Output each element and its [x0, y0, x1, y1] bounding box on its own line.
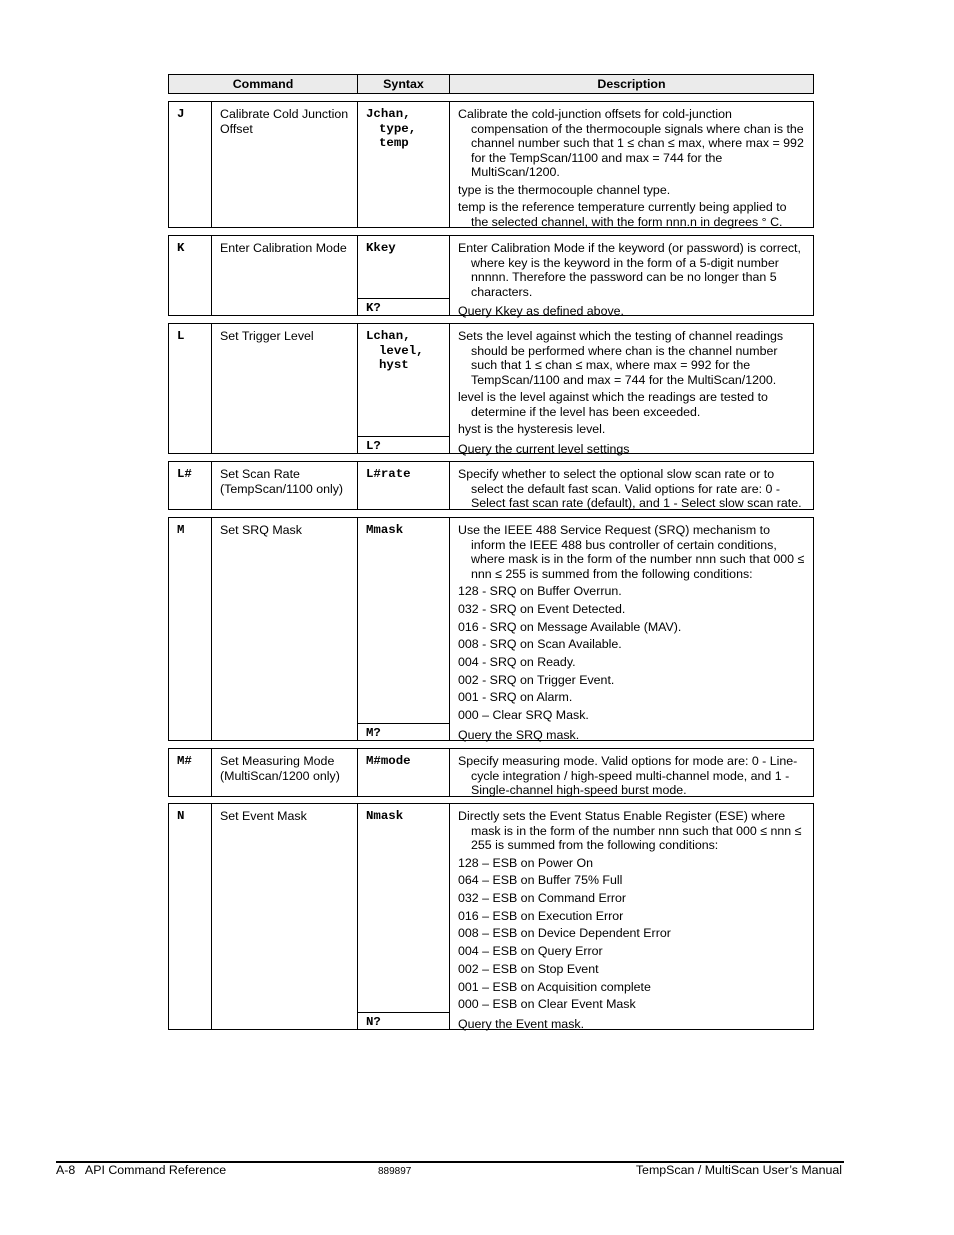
header-command: Command [169, 75, 358, 93]
command-description [450, 518, 813, 726]
command-description [450, 462, 813, 514]
command-row-k [168, 235, 814, 319]
command-syntax: L#rate [366, 467, 411, 481]
command-name: Set Trigger Level [212, 324, 358, 453]
footer-left: A-8 API Command Reference [56, 1163, 227, 1177]
command-syntax: Mmask [366, 523, 404, 537]
command-name: Calibrate Cold Junction Offset [212, 102, 358, 227]
command-code: L [169, 324, 212, 453]
query-syntax: M? [358, 723, 449, 740]
desc-paragraph: level is the level against which the readings are tested to determine if the level has been exceeded. [458, 390, 768, 419]
command-description [450, 749, 813, 801]
desc-item: 016 - SRQ on Message Available (MAV). [458, 619, 682, 634]
command-description [450, 324, 813, 440]
desc-paragraph: temp is the reference temperature currently being applied to the selected channel, with the form nnn.n in degrees ° C. [458, 200, 787, 229]
command-syntax: Nmask [366, 809, 404, 823]
desc-item: 001 – ESB on Acquisition complete [458, 979, 651, 994]
command-row-m [168, 517, 814, 741]
header-syntax: Syntax [358, 75, 450, 93]
command-name: Enter Calibration Mode [212, 236, 358, 315]
query-description: Query Kkey as defined above. [458, 304, 624, 319]
desc-item: 001 - SRQ on Alarm. [458, 690, 573, 705]
table-header [168, 74, 814, 94]
desc-paragraph: Use the IEEE 488 Service Request (SRQ) mechanism to inform the IEEE 488 bus controller of certain conditions, where mask is in the form of the number nnn such that 000 ≤ nnn ≤ 255 is summed from the following conditions: [458, 523, 805, 581]
query-syntax: L? [358, 436, 449, 453]
desc-item: 008 – ESB on Device Dependent Error [458, 926, 671, 941]
desc-paragraph: Enter Calibration Mode if the keyword (or password) is correct, where key is the keyword in the form of a 5-digit number nnnnn. Therefore the password can be no longer than 5 characters. [458, 241, 801, 299]
command-code: K [169, 236, 212, 315]
header-description: Description [597, 77, 666, 91]
desc-paragraph: Directly sets the Event Status Enable Register (ESE) where mask is in the form of the number nnn such that 000 ≤ nnn ≤ 255 is summed from the following conditions: [458, 809, 802, 852]
desc-item: 002 – ESB on Stop Event [458, 961, 599, 976]
desc-item: 004 – ESB on Query Error [458, 944, 603, 959]
desc-item: 128 – ESB on Power On [458, 855, 594, 870]
command-row-j [168, 101, 814, 228]
footer-right: TempScan / MultiScan User’s Manual [635, 1163, 842, 1177]
query-description: Query the SRQ mask. [458, 727, 580, 742]
footer-center: 889897 [378, 1166, 412, 1177]
desc-item: 016 – ESB on Execution Error [458, 908, 624, 923]
command-syntax: Kkey [366, 241, 396, 255]
query-description: Query the Event mask. [458, 1016, 585, 1031]
command-row-m-hash [168, 748, 814, 797]
command-syntax: Lchan, level, hyst [366, 329, 424, 372]
desc-item: 000 – ESB on Clear Event Mask [458, 997, 636, 1012]
command-row-n [168, 803, 814, 1030]
command-name: Set Measuring Mode (MultiScan/1200 only) [212, 749, 358, 796]
query-syntax: K? [358, 298, 449, 315]
command-syntax: Jchan, type, temp [366, 107, 417, 150]
desc-paragraph: hyst is the hysteresis level. [458, 422, 606, 437]
desc-item: 032 – ESB on Command Error [458, 891, 627, 906]
command-code: M# [169, 749, 212, 796]
command-row-l-hash [168, 461, 814, 510]
desc-item: 004 - SRQ on Ready. [458, 654, 576, 669]
desc-item: 032 - SRQ on Event Detected. [458, 601, 626, 616]
desc-paragraph: Specify whether to select the optional slow scan rate or to select the default fast scan. Valid options for rate are: 0 - Select fast scan rate (default), and 1 - Select slow scan rate. [458, 467, 802, 510]
desc-item: 008 - SRQ on Scan Available. [458, 637, 622, 652]
desc-paragraph: Calibrate the cold-junction offsets for cold-junction compensation of the thermocouple signals where chan is the channel number such that 1 ≤ chan ≤ max, where max = 992 for the TempScan/1100 and max = 744 for the MultiScan/1200. [458, 107, 804, 179]
command-row-l [168, 323, 814, 457]
command-description [450, 804, 813, 1015]
command-code: M [169, 518, 212, 740]
command-name: Set Event Mask [212, 804, 358, 1029]
desc-item: 128 - SRQ on Buffer Overrun. [458, 584, 622, 599]
command-description [450, 102, 813, 233]
desc-paragraph: type is the thermocouple channel type. [458, 182, 671, 197]
desc-paragraph: Specify measuring mode. Valid options for mode are: 0 - Line-cycle integration / high-speed multi-channel mode, and 1 - Single-channel high-speed burst mode. [458, 754, 798, 797]
command-name: Set SRQ Mask [212, 518, 358, 740]
desc-item: 064 – ESB on Buffer 75% Full [458, 873, 623, 888]
query-syntax: N? [358, 1012, 449, 1029]
command-code: L# [169, 462, 212, 509]
desc-item: 002 - SRQ on Trigger Event. [458, 672, 615, 687]
command-code: N [169, 804, 212, 1029]
command-description [450, 236, 813, 302]
command-name: Set Scan Rate (TempScan/1100 only) [212, 462, 358, 509]
desc-item: 000 – Clear SRQ Mask. [458, 708, 589, 722]
command-code: J [169, 102, 212, 227]
query-description: Query the current level settings [458, 442, 630, 457]
desc-paragraph: Sets the level against which the testing of channel readings should be performed where chan is the channel number such that 1 ≤ chan ≤ max, where max = 992 for the TempScan/1100 and max = 744 for the MultiScan/1200. [458, 329, 784, 387]
command-syntax: M#mode [366, 754, 411, 768]
